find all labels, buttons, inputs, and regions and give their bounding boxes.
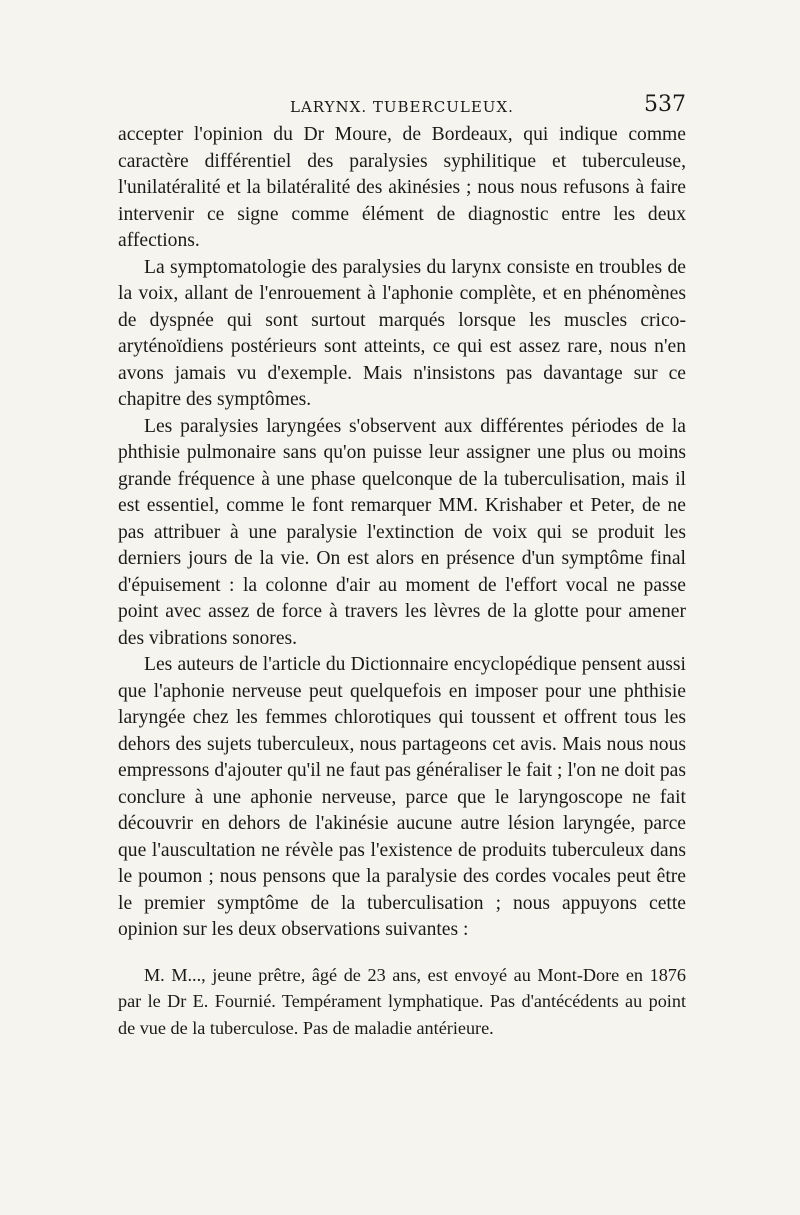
paragraph-1: accepter l'opinion du Dr Moure, de Bordeaux, qui indique comme caractère différentiel des paralysies syphilitique et tuberculeuse, l'unilatéralité et la bilatéralité des akinésies ; nous nous refusons à faire intervenir ce signe comme élément de diagnostic entre les deux affections. bbox=[118, 124, 686, 251]
paragraph-4: Les auteurs de l'article du Dictionnaire encyclopédique pensent aussi que l'aphonie nerveuse peut quelquefois en imposer pour une phthisie laryngée chez les femmes chlorotiques qui toussent et offrent tous les dehors des sujets tuberculeux, nous partageons cet avis. Mais nous nous empressons d'ajouter qu'il ne faut pas généraliser le fait ; l'on ne doit pas conclure à une aphonie nerveuse, parce que le laryngoscope ne fait découvrir en dehors de l'akinésie aucune autre lésion laryngée, parce que l'auscultation ne révèle pas l'existence de produits tuberculeux dans le poumon ; nous pensons que la paralysie des cordes vocales peut être le premier symptôme de la tuberculisation ; nous appuyons cette opinion sur les deux observations suivantes : bbox=[118, 654, 686, 940]
book-page bbox=[118, 92, 686, 1059]
observation-paragraph: M. M..., jeune prêtre, âgé de 23 ans, est envoyé au Mont-Dore en 1876 par le Dr E. Fournié. Tempérament lymphatique. Pas d'antécédents au point de vue de la tuberculose. Pas de maladie antérieure. bbox=[118, 964, 686, 1038]
running-head bbox=[118, 92, 686, 122]
paragraph-2: La symptomatologie des paralysies du larynx consiste en troubles de la voix, allant de l'enrouement à l'aphonie complète, et en phénomènes de dyspnée qui sont surtout marqués lorsque les muscles crico-aryténoïdiens postérieurs sont atteints, ce qui est assez rare, nous n'en avons jamais vu d'exemple. Mais n'insistons pas davantage sur ce chapitre des symptômes. bbox=[118, 256, 686, 410]
paragraph-3: Les paralysies laryngées s'observent aux différentes périodes de la phthisie pulmonaire sans qu'on puisse leur assigner une plus ou moins grande fréquence à une phase quelconque de la tuberculisation, mais il est essentiel, comme le font remarquer MM. Krishaber et Peter, de ne pas attribuer à une paralysie l'extinction de voix qui se produit les derniers jours de la vie. On est alors en présence d'un symptôme final d'épuisement : la colonne d'air au moment de l'effort vocal ne passe point avec assez de force à travers les lèvres de la glotte pour amener des vibrations sonores. bbox=[118, 415, 686, 649]
page-number: 537 bbox=[644, 92, 686, 117]
running-title: LARYNX. TUBERCULEUX. bbox=[290, 98, 514, 116]
body-text bbox=[118, 122, 686, 944]
